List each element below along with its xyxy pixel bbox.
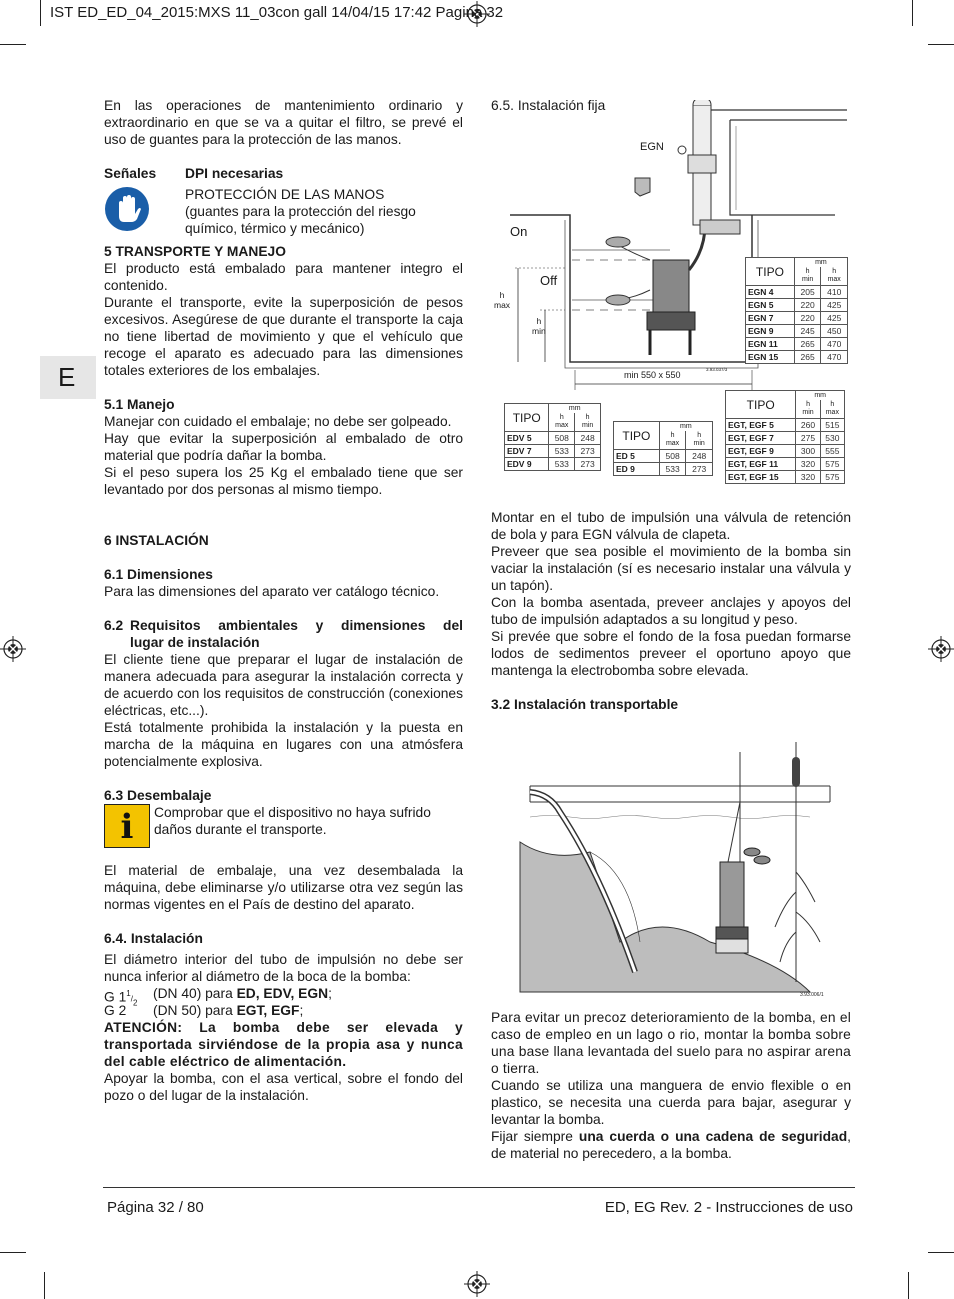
model-cell: EGT, EGF 11 xyxy=(726,458,796,471)
thread-spec-g2: G 2 (DN 50) para EGT, EGF; xyxy=(104,1003,304,1018)
value-cell: 533 xyxy=(549,445,575,458)
registration-mark-icon xyxy=(0,636,26,662)
value-cell: 265 xyxy=(794,338,821,351)
info-note-text: Comprobar que el dispositivo no haya sufrido daños durante el transporte. xyxy=(154,805,431,837)
egn-rows xyxy=(746,286,848,364)
section-5-1-title: 5.1 Manejo xyxy=(104,397,175,412)
table-row xyxy=(614,450,713,463)
info-icon: i xyxy=(104,804,150,848)
edv-rows xyxy=(505,432,601,471)
section-6-2-title-line-1: Requisitos ambientales y dimensiones del xyxy=(130,618,463,633)
value-cell: 248 xyxy=(686,450,713,463)
footer-rule xyxy=(103,1187,855,1188)
fig-label-off: Off xyxy=(540,273,558,288)
dpi-label: DPI necesarias xyxy=(185,166,284,181)
section-6-1-paragraph: Para las dimensiones del aparato ver catálogo técnico. xyxy=(104,584,440,599)
section-6-title: 6 INSTALACIÓN xyxy=(104,533,209,548)
fig-label-on: On xyxy=(510,224,528,239)
value-cell: 450 xyxy=(821,325,848,338)
model-cell: EGN 4 xyxy=(746,286,795,299)
crop-mark xyxy=(44,1272,45,1299)
crop-mark xyxy=(40,0,41,26)
crop-mark xyxy=(0,44,26,45)
value-cell: 260 xyxy=(796,419,820,432)
section-6-5-title: 6.5. Instalación fija xyxy=(491,98,606,113)
value-cell: 248 xyxy=(575,432,601,445)
value-cell: 273 xyxy=(686,463,713,476)
table-row xyxy=(746,312,848,325)
value-cell: 575 xyxy=(820,458,844,471)
value-cell: 425 xyxy=(821,299,848,312)
signals-row xyxy=(104,165,463,182)
model-cell: EGT, EGF 9 xyxy=(726,445,796,458)
fig-label-h-max: h max xyxy=(494,290,511,310)
section-6-2-title-line-2: lugar de instalación xyxy=(130,635,260,650)
ed-dimensions-table: TIPO mm h max h min ED 5 508 248 ED 9 533 273 xyxy=(613,421,713,476)
model-cell: ED 5 xyxy=(614,450,660,463)
value-cell: 515 xyxy=(820,419,844,432)
value-cell: 425 xyxy=(821,312,848,325)
value-cell: 273 xyxy=(575,445,601,458)
model-cell: EGT, EGF 7 xyxy=(726,432,796,445)
print-slug-header: IST ED_ED_04_2015:MXS 11_03con gall 14/04/15 17:42 Pagina 32 xyxy=(50,4,504,21)
dpi-description: (guantes para la protección del riesgo químico, térmico y mecánico) xyxy=(185,204,416,236)
model-cell: ED 9 xyxy=(614,463,660,476)
table-row xyxy=(505,432,601,445)
section-5-1-paragraph-3: Si el peso supera los 25 Kg el embalado tiene que ser levantado por dos personas al mismo tiempo. xyxy=(104,465,463,497)
model-cell: EGN 11 xyxy=(746,338,795,351)
egn-dimensions-table: TIPO mm h min h max EGN 4 205 410 EGN 5 220 425 EGN 7 220 425 EGN 9 245 450 EGN 11 265 470 EGN 15 265 470 xyxy=(745,257,848,364)
section-5-title: 5 TRANSPORTE Y MANEJO xyxy=(104,244,286,259)
section-5-paragraph-2: Durante el transporte, evite la superposición de pesos excesivos. Asegúrese de que durante el transporte la caja no tiene libertad de movimiento y que el vehículo que recoge el aparato es adecuado para las dimensiones totales exteriores de los embalajes. xyxy=(104,295,463,378)
value-cell: 300 xyxy=(796,445,820,458)
table-row xyxy=(614,463,713,476)
section-3-2-title: 3.2 Instalación transportable xyxy=(491,697,679,712)
table-row xyxy=(726,445,845,458)
right-paragraph-2: Preveer que sea posible el movimiento de la bomba sin vaciar la instalación (sí es necesario instalar una válvula y un tapón). xyxy=(491,544,851,593)
thread-spec-g1: G $1^1/_2$ (DN 40) para ED, EDV, EGN; xyxy=(104,986,332,1008)
section-6-3-title: 6.3 Desembalaje xyxy=(104,788,212,803)
hand-protection-icon xyxy=(104,186,150,232)
fig-label-pit-dimension: min 550 x 550 xyxy=(624,370,681,380)
value-cell: 555 xyxy=(820,445,844,458)
dpi-block xyxy=(104,186,463,238)
table-row xyxy=(505,458,601,471)
right-column-text-2 xyxy=(491,1009,851,1162)
value-cell: 508 xyxy=(549,432,575,445)
table-row xyxy=(746,338,848,351)
table-row xyxy=(746,351,848,364)
table-row xyxy=(746,299,848,312)
left-column xyxy=(104,97,463,1104)
fig-code-2: 3.93.006/1 xyxy=(800,992,824,998)
table-row xyxy=(726,471,845,484)
right-column-text-1 xyxy=(491,509,851,713)
section-6-3-paragraph: El material de embalaje, una vez desembalada la máquina, debe eliminarse y/o utilizarse otra vez según las normas vigentes en el País de destino del aparato. xyxy=(104,863,463,912)
fig-label-h-min: h min xyxy=(532,316,546,336)
value-cell: 470 xyxy=(821,351,848,364)
crop-mark xyxy=(928,1252,954,1253)
value-cell: 530 xyxy=(820,432,844,445)
section-6-1-title: 6.1 Dimensiones xyxy=(104,567,213,582)
model-cell: EDV 7 xyxy=(505,445,549,458)
model-cell: EGN 15 xyxy=(746,351,795,364)
edv-dimensions-table: TIPO mm h max h min EDV 5 508 248 EDV 7 533 273 EDV 9 533 273 xyxy=(504,403,601,471)
crop-mark xyxy=(0,1252,26,1253)
section-6-4-paragraph-1: El diámetro interior del tubo de impulsión no debe ser nunca inferior al diámetro de la boca de la bomba: xyxy=(104,952,463,984)
section-6-4-paragraph-2: Apoyar la bomba, con el asa vertical, sobre el fondo del pozo o del lugar de la instalación. xyxy=(104,1071,463,1103)
fig-code-1: 3.93.037/3 xyxy=(706,367,728,372)
table-row xyxy=(726,458,845,471)
language-tab: E xyxy=(40,356,96,399)
table-row xyxy=(746,325,848,338)
portable-installation-diagram xyxy=(490,742,850,1000)
egt-rows xyxy=(726,419,845,484)
ed-rows xyxy=(614,450,713,476)
value-cell: 320 xyxy=(796,471,820,484)
crop-mark xyxy=(912,0,913,26)
section-5-1-paragraph-2: Hay que evitar la superposición al embalado de otro material que podría dañar la bomba. xyxy=(104,431,463,463)
section-6-2-title xyxy=(104,617,463,651)
attention-warning: ATENCIÓN: La bomba debe ser elevada y transportada sirviéndose de la propia asa y nunca del cable eléctrico de alimentación. xyxy=(104,1020,463,1069)
registration-mark-icon xyxy=(928,636,954,662)
egt-egf-dimensions-table: TIPO mm h min h max EGT, EGF 5 260 515 EGT, EGF 7 275 530 EGT, EGF 9 300 555 EGT, EGF 11 320 575 EGT, EGF 15 320 575 xyxy=(725,390,845,484)
value-cell: 320 xyxy=(796,458,820,471)
section-6-4-title: 6.4. Instalación xyxy=(104,931,203,946)
value-cell: 273 xyxy=(575,458,601,471)
table-row xyxy=(726,419,845,432)
model-cell: EGN 7 xyxy=(746,312,795,325)
right-paragraph-6: Cuando se utiliza una manguera de envio flexible o en plastico, se necesita una cuerda para bajar, asegurar y levantar la bomba. xyxy=(491,1078,851,1127)
value-cell: 205 xyxy=(794,286,821,299)
info-note xyxy=(104,804,463,850)
footer-page-number: Página 32 / 80 xyxy=(107,1199,204,1216)
section-6-2-paragraph-1: El cliente tiene que preparar el lugar de instalación de manera adecuada para asegurar la instalación correcta y de acuerdo con los requisitos de construcción (conexiones eléctricas, etc...). xyxy=(104,652,463,718)
value-cell: 245 xyxy=(794,325,821,338)
value-cell: 410 xyxy=(821,286,848,299)
value-cell: 508 xyxy=(659,450,686,463)
model-cell: EDV 5 xyxy=(505,432,549,445)
crop-mark xyxy=(928,44,954,45)
right-paragraph-7: Fijar siempre una cuerda o una cadena de seguridad, de material no perecedero, a la bomba. xyxy=(491,1129,851,1161)
section-5-paragraph-1: El producto está embalado para mantener integro el contenido. xyxy=(104,261,463,293)
right-paragraph-1: Montar en el tubo de impulsión una válvula de retención de bola y para EGN válvula de clapeta. xyxy=(491,510,851,542)
model-cell: EGT, EGF 15 xyxy=(726,471,796,484)
model-cell: EGN 5 xyxy=(746,299,795,312)
value-cell: 275 xyxy=(796,432,820,445)
right-paragraph-3: Con la bomba asentada, preveer anclajes y apoyos del tubo de impulsión adaptados a su longitud y peso. xyxy=(491,595,851,627)
table-row xyxy=(726,432,845,445)
model-cell: EGN 9 xyxy=(746,325,795,338)
value-cell: 470 xyxy=(821,338,848,351)
table-row xyxy=(505,445,601,458)
crop-mark xyxy=(908,1272,909,1299)
value-cell: 533 xyxy=(549,458,575,471)
value-cell: 575 xyxy=(820,471,844,484)
model-cell: EGT, EGF 5 xyxy=(726,419,796,432)
registration-mark-icon xyxy=(464,1271,490,1297)
fig-label-egn: EGN xyxy=(640,141,664,153)
value-cell: 533 xyxy=(659,463,686,476)
value-cell: 265 xyxy=(794,351,821,364)
table-row xyxy=(746,286,848,299)
section-6-2-number: 6.2 xyxy=(104,618,124,633)
right-paragraph-4: Si prevée que sobre el fondo de la fosa puedan formarse lodos de sedimentos preveer el oportuno apoyo que mantenga la electrobomba sobre elevada. xyxy=(491,629,851,678)
intro-paragraph: En las operaciones de mantenimiento ordinario y extraordinario en que se va a quitar el filtro, se prevé el uso de guantes para la protección de las manos. xyxy=(104,98,463,147)
model-cell: EDV 9 xyxy=(505,458,549,471)
section-5-1-paragraph-1: Manejar con cuidado el embalaje; no debe ser golpeado. xyxy=(104,414,452,429)
dpi-title: PROTECCIÓN DE LAS MANOS xyxy=(185,187,385,202)
section-6-2-paragraph-2: Está totalmente prohibida la instalación y la puesta en marcha de la máquina en lugares con una atmósfera potencialmente explosiva. xyxy=(104,720,463,769)
value-cell: 220 xyxy=(794,299,821,312)
right-paragraph-5: Para evitar un precoz deterioramiento de la bomba, en el caso de empleo en un lago o rio, montar la bomba sobre una base llana levantada del suelo para no aspirar arena o tierra. xyxy=(491,1010,851,1076)
signals-label: Señales xyxy=(104,166,157,181)
footer-document-title: ED, EG Rev. 2 - Instrucciones de uso xyxy=(604,1199,853,1216)
value-cell: 220 xyxy=(794,312,821,325)
